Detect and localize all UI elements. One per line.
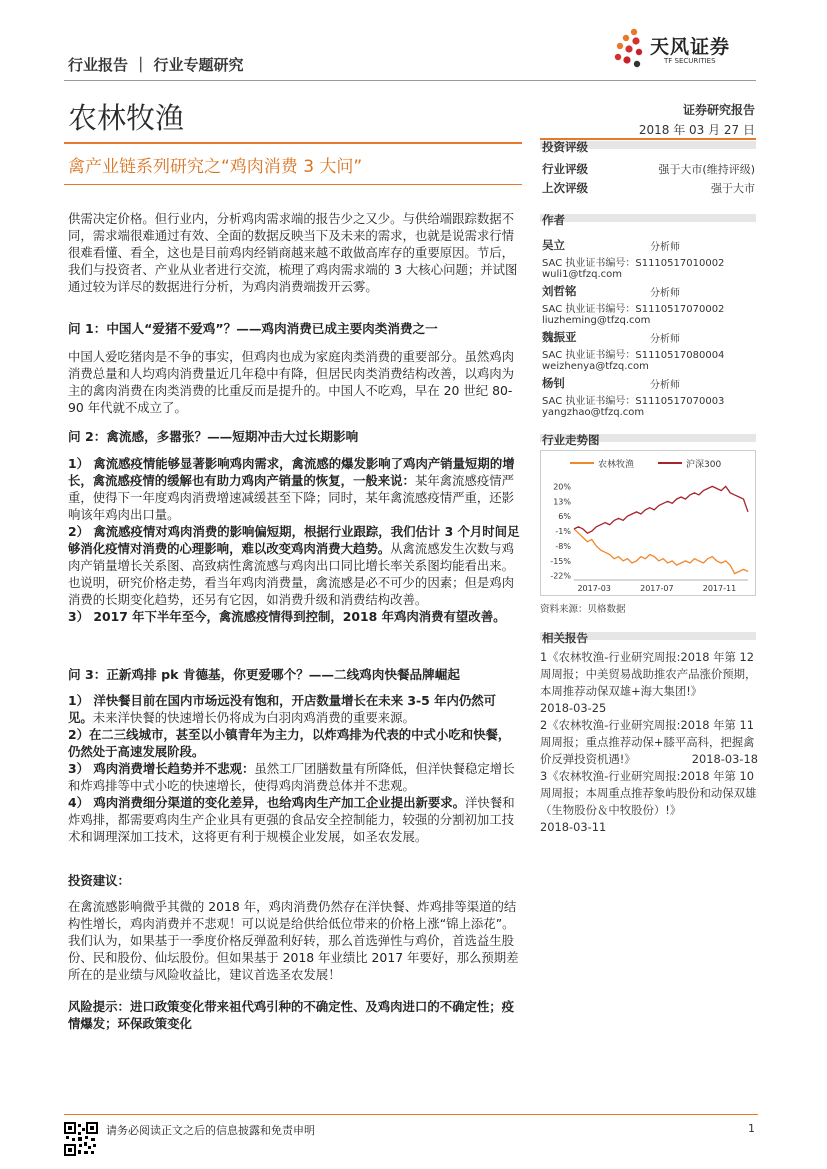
prev-rating-value: 强于大市 bbox=[711, 182, 755, 195]
q3-point-1-text: 未来洋快餐的快速增长仍将成为白羽肉鸡消费的重要来源。 bbox=[92, 710, 415, 725]
author-email[interactable]: weizhenya@tfzq.com bbox=[542, 361, 649, 372]
rating-heading: 投资评级 bbox=[542, 140, 588, 154]
series-line-agri bbox=[574, 529, 748, 574]
rating-value: 强于大市(维持评级) bbox=[658, 163, 755, 176]
q2-point-1-text: 某年禽流感疫情严重，使得下一年度鸡肉消费增速减缓甚至下降；同时，某年禽流感疫情严重，还影响该年鸡肉出口量。 bbox=[68, 473, 515, 522]
y-tick-label: -15% bbox=[550, 556, 571, 566]
logo-subtext: TF SECURITIES bbox=[664, 57, 716, 65]
investment-heading: 投资建议： bbox=[68, 873, 130, 888]
report-title: 禽产业链系列研究之“鸡肉消费 3 大问” bbox=[68, 157, 363, 177]
y-tick-label: -1% bbox=[555, 527, 571, 537]
legend-label-agri: 农林牧渔 bbox=[598, 460, 635, 470]
author-card bbox=[542, 375, 756, 418]
logo-dots-icon bbox=[612, 26, 652, 72]
related-reports-list bbox=[540, 649, 758, 836]
x-tick-label: 2017-07 bbox=[640, 584, 674, 593]
authors-header-bar bbox=[540, 214, 756, 222]
author-email[interactable]: wuli1@tfzq.com bbox=[542, 269, 623, 280]
author-card bbox=[542, 283, 756, 326]
y-tick-label: 6% bbox=[558, 512, 571, 522]
question-2-heading: 问 2：禽流感，多嚣张？——短期冲击大过长期影响 bbox=[68, 429, 359, 444]
author-role: 分析师 bbox=[650, 334, 680, 345]
title-bottom-rule bbox=[64, 184, 522, 185]
author-role: 分析师 bbox=[650, 288, 680, 299]
author-email[interactable]: yangzhao@tfzq.com bbox=[542, 407, 645, 418]
qr-code-icon bbox=[64, 1122, 98, 1156]
author-role: 分析师 bbox=[650, 380, 680, 391]
y-tick-label: 13% bbox=[553, 497, 571, 507]
q3-point-3-text: 虽然工厂团膳数量有所降低，但洋快餐稳定增长和炸鸡排等中式小吃的快速增长，使得鸡肉消费总体并不悲观。 bbox=[68, 761, 515, 793]
report-category: 行业报告 ｜ 行业专题研究 bbox=[68, 56, 244, 74]
report-date: 2018 年 03 月 27 日 bbox=[638, 123, 755, 137]
q3-point-2-bold: 2）在二三线城市，甚至以小镇青年为主力，以炸鸡排为代表的中式小吃和快餐，仍然处于高速发展阶段。 bbox=[68, 727, 511, 759]
series-line-hs300 bbox=[574, 486, 748, 533]
q3-point-1-bold: 1） 洋快餐目前在国内市场远没有饱和，开店数量增长在未来 3-5 年内仍然可见。 bbox=[68, 693, 497, 725]
related-heading: 相关报告 bbox=[542, 631, 588, 645]
x-tick-label: 2017-11 bbox=[702, 584, 737, 593]
author-name: 刘哲铭 bbox=[542, 284, 577, 298]
related-report-link[interactable]: 3《农林牧渔-行业研究周报:2018 年第 10 周周报；本周重点推荐象屿股份和动保双雄（生物股份＆中牧股份）!》 bbox=[540, 769, 757, 817]
risk-warning: 风险提示：进口政策变化带来祖代鸡引种的不确定性、及鸡肉进口的不确定性；疫情爆发；环保政策变化 bbox=[68, 999, 515, 1031]
industry-trend-chart bbox=[540, 450, 756, 596]
q3-point-4-text: 洋快餐和炸鸡排，都需要鸡肉生产企业具有更强的食品安全控制能力，较强的分割初加工技术和调理深加工技术，这将更有利于规模企业发展，如圣农发展。 bbox=[68, 795, 515, 844]
sector-title: 农林牧渔 bbox=[68, 101, 185, 135]
rating-label: 行业评级 bbox=[542, 162, 588, 176]
y-tick-label: 20% bbox=[553, 482, 571, 492]
related-report-link[interactable]: 1《农林牧渔-行业研究周报:2018 年第 12 周周报；中美贸易战助推农产品涨价预期，本周推荐动保双雄+海大集团!》 bbox=[540, 650, 757, 698]
company-logo bbox=[612, 26, 762, 76]
question-3-heading: 问 3：正新鸡排 pk 肯德基，你更爱哪个？——二线鸡肉快餐品牌崛起 bbox=[68, 667, 460, 682]
related-report-date: 2018-03-25 bbox=[540, 701, 607, 715]
title-top-rule bbox=[64, 142, 522, 144]
author-card bbox=[542, 237, 756, 280]
q2-point-2-bold: 2） 禽流感疫情对鸡肉消费的影响偏短期，根据行业跟踪，我们估计 3 个月时间足够消化疫情对消费的心理影响，难以改变鸡肉消费大趋势。 bbox=[68, 524, 520, 556]
question-1-text: 中国人爱吃猪肉是不争的事实，但鸡肉也成为家庭肉类消费的重要部分。虽然鸡肉消费总量和人均鸡肉消费量近几年稳中有降，但居民肉类消费结构改善，以鸡肉为主的禽肉消费在肉类消费的比重反而是提升的。中国人不吃鸡，早在 20 世纪 80-90 年代就不成立了。 bbox=[68, 349, 515, 415]
related-report-date: 2018-03-11 bbox=[540, 820, 607, 834]
footer-rule bbox=[64, 1114, 758, 1115]
header-divider bbox=[64, 80, 756, 81]
prev-rating-label: 上次评级 bbox=[542, 181, 588, 195]
intro-paragraph: 供需决定价格。但行业内，分析鸡肉需求端的报告少之又少。与供给端跟踪数据不同，需求端很难通过有效、全面的数据反映当下及未来的需求，也就是说需求行情很难看懂、看全，这也是目前鸡肉经销商越来越不敢做高库存的重要原因。节后，我们与投资者、产业从业者进行交流，梳理了鸡肉需求端的 3 大核心问题；并试图通过较为详尽的数据进行分析，为鸡肉消费端拨开云雾。 bbox=[68, 211, 518, 294]
chart-frame bbox=[541, 451, 756, 596]
chart-source: 资料来源：贝格数据 bbox=[540, 604, 626, 615]
author-name: 魏振亚 bbox=[542, 330, 577, 344]
author-name: 杨钊 bbox=[542, 376, 565, 390]
q3-point-3-bold: 3） 鸡肉消费增长趋势并不悲观： bbox=[68, 761, 255, 776]
logo-text: 天风证券 bbox=[650, 36, 731, 58]
related-report-date: 2018-03-18 bbox=[691, 752, 758, 766]
q2-point-1-bold: 1） 禽流感疫情能够显著影响鸡肉需求，禽流感的爆发影响了鸡肉产销量短期的增长，禽流感疫情的缓解也有助力鸡肉产销量的恢复，一般来说： bbox=[68, 456, 515, 488]
question-3-content bbox=[68, 692, 520, 845]
trend-heading: 行业走势图 bbox=[542, 433, 600, 447]
related-report-link[interactable]: 2《农林牧渔-行业研究周报:2018 年第 11 周周报；重点推荐动保+膝平高科，把握禽价反弹投资机遇!》 bbox=[540, 718, 755, 766]
q3-point-4-bold: 4） 鸡肉消费细分渠道的变化差异，也给鸡肉生产加工企业提出新要求。 bbox=[68, 795, 466, 810]
author-sac: SAC 执业证书编号：S1110517010002 bbox=[542, 258, 725, 269]
page-number: 1 bbox=[748, 1122, 755, 1135]
report-type: 证券研究报告 bbox=[682, 103, 755, 117]
legend-label-hs300: 沪深300 bbox=[686, 460, 722, 470]
q2-point-3-bold: 3） 2017 年下半年至今，禽流感疫情得到控制，2018 年鸡肉消费有望改善。 bbox=[68, 609, 506, 624]
author-name: 吴立 bbox=[542, 238, 565, 252]
author-role: 分析师 bbox=[650, 242, 680, 253]
q2-point-2-text: 从禽流感发生次数与鸡肉产销量增长关系图、高致病性禽流感与鸡肉出口同比增长率关系图均能看出来。也说明，研究价格走势，看当年鸡肉消费量，禽流感是必不可少的因素；但是鸡肉消费的长期变化趋势，还另有它因，如消费升级和消费结构改善。 bbox=[68, 541, 515, 607]
investment-text: 在禽流感影响微乎其微的 2018 年，鸡肉消费仍然存在洋快餐、炸鸡排等渠道的结构性增长，鸡肉消费并不悲观！可以说是给供给低位带来的价格上涨“锦上添花”。我们认为，如果基于一季度价格反弹盈利好转，那么首选弹性与鸡价，首选益生股份、民和股份、仙坛股份。但如果基于 2018 年业绩比 2017 年要好，那么预期差所在的是业绩与风险收益比，建议首选圣农发展！ bbox=[68, 899, 519, 982]
question-2-content bbox=[68, 455, 520, 625]
y-tick-label: -22% bbox=[550, 571, 571, 581]
author-sac: SAC 执业证书编号：S1110517080004 bbox=[542, 350, 725, 361]
author-email[interactable]: liuzheming@tfzq.com bbox=[542, 315, 651, 326]
authors-heading: 作者 bbox=[542, 213, 565, 227]
question-1-heading: 问 1：中国人“爱猪不爱鸡”？——鸡肉消费已成主要肉类消费之一 bbox=[68, 321, 438, 336]
y-tick-label: -8% bbox=[555, 541, 571, 551]
author-sac: SAC 执业证书编号：S1110517070003 bbox=[542, 396, 725, 407]
author-card bbox=[542, 329, 756, 372]
footer-disclaimer: 请务必阅读正文之后的信息披露和免责申明 bbox=[106, 1124, 315, 1137]
author-sac: SAC 执业证书编号：S1110517070002 bbox=[542, 304, 725, 315]
x-tick-label: 2017-03 bbox=[577, 584, 611, 593]
